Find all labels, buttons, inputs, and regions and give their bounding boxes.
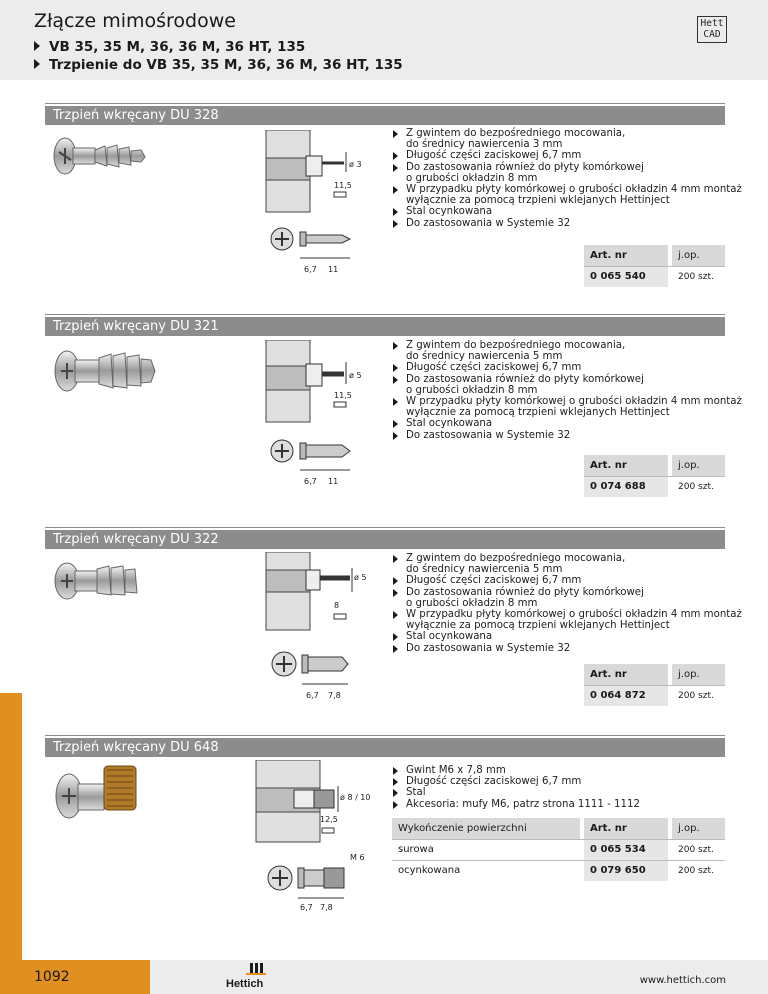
feature-item: Stal ocynkowana — [392, 206, 742, 217]
feature-item: Stal — [392, 787, 640, 798]
feature-list — [392, 340, 742, 441]
screw-photo — [45, 557, 165, 607]
drawing-label: 12,5 — [320, 815, 338, 824]
hettich-logo — [226, 963, 270, 989]
drawing-label: ø 8 / 10 — [340, 793, 371, 802]
section-title: Trzpień wkręcany DU 648 — [45, 738, 725, 757]
feature-item: W przypadku płyty komórkowej o grubości okładzin 4 mm montaż — [392, 184, 742, 195]
article-number[interactable]: 0 064 872 — [584, 685, 668, 706]
drawing-label: M 6 — [350, 853, 365, 862]
column-header: j.op. — [672, 818, 725, 839]
feature-item: Długość części zaciskowej 6,7 mm — [392, 776, 640, 787]
unit-qty: 200 szt. — [672, 266, 725, 287]
drawing-label: 6,7 — [304, 265, 317, 274]
triangle-bullet-icon — [34, 59, 40, 69]
svg-text:Hettich: Hettich — [226, 978, 264, 989]
finish-cell: surowa — [392, 839, 580, 860]
drawing-label: 11 — [328, 265, 339, 274]
feature-item: Długość części zaciskowej 6,7 mm — [392, 150, 742, 161]
finish-cell: ocynkowana — [392, 860, 580, 881]
feature-list — [392, 128, 742, 229]
feature-item: Z gwintem do bezpośredniego mocowania, — [392, 340, 742, 351]
unit-qty: 200 szt. — [672, 685, 725, 706]
column-header: Art. nr — [584, 245, 668, 266]
section-title: Trzpień wkręcany DU 321 — [45, 317, 725, 336]
subtitle-link[interactable]: Trzpienie do VB 35, 35 M, 36, 36 M, 36 HT, 135 — [34, 57, 403, 73]
feature-item: Długość części zaciskowej 6,7 mm — [392, 362, 742, 373]
feature-continuation: wyłącznie za pomocą trzpieni wklejanych Hettinject — [406, 407, 670, 419]
hettcad-badge[interactable]: Hett CAD — [697, 16, 727, 43]
technical-drawing — [262, 340, 372, 488]
column-header: j.op. — [672, 664, 725, 685]
order-table — [584, 245, 725, 287]
drawing-label: 7,8 — [328, 691, 341, 700]
chapter-tab — [0, 693, 22, 960]
feature-continuation: wyłącznie za pomocą trzpieni wklejanych Hettinject — [406, 195, 670, 207]
feature-item: Stal ocynkowana — [392, 631, 742, 642]
feature-continuation: o grubości okładzin 8 mm — [406, 384, 538, 396]
drawing-label: 6,7 — [300, 903, 313, 912]
feature-item: Akcesoria: mufy M6, patrz strona 1111 - 1112 — [392, 799, 640, 810]
feature-continuation: o grubości okładzin 8 mm — [406, 597, 538, 609]
feature-item: W przypadku płyty komórkowej o grubości okładzin 4 mm montaż — [392, 396, 742, 407]
screw-photo — [45, 346, 165, 396]
feature-list — [392, 765, 640, 810]
feature-continuation: o grubości okładzin 8 mm — [406, 172, 538, 184]
column-header: j.op. — [672, 455, 725, 476]
column-header: Art. nr — [584, 455, 668, 476]
column-header: Art. nr — [584, 818, 668, 839]
technical-drawing — [262, 130, 372, 278]
feature-item: Do zastosowania w Systemie 32 — [392, 643, 742, 654]
feature-continuation: wyłącznie za pomocą trzpieni wklejanych Hettinject — [406, 620, 670, 632]
drawing-label: 8 — [334, 601, 340, 610]
feature-continuation: do średnicy nawiercenia 3 mm — [406, 139, 563, 151]
article-number[interactable]: 0 074 688 — [584, 476, 668, 497]
feature-item: Do zastosowania również do płyty komórkowej — [392, 162, 742, 173]
order-table — [584, 664, 725, 706]
drawing-label: 6,7 — [306, 691, 319, 700]
feature-item: Do zastosowania również do płyty komórkowej — [392, 374, 742, 385]
unit-qty: 200 szt. — [672, 860, 725, 881]
screw-photo — [45, 758, 165, 828]
unit-qty: 200 szt. — [672, 476, 725, 497]
column-header: j.op. — [672, 245, 725, 266]
technical-drawing — [252, 760, 372, 912]
page-number-box — [0, 960, 150, 994]
column-header: Wykończenie powierzchni — [392, 818, 580, 839]
drawing-label: 6,7 — [304, 477, 317, 486]
page-title: Złącze mimośrodowe — [34, 10, 236, 32]
drawing-label: ø 3 — [349, 160, 362, 169]
feature-continuation: do średnicy nawiercenia 5 mm — [406, 351, 563, 363]
section-title: Trzpień wkręcany DU 328 — [45, 106, 725, 125]
feature-item: Z gwintem do bezpośredniego mocowania, — [392, 553, 742, 564]
drawing-label: 11,5 — [334, 181, 352, 190]
feature-continuation: do średnicy nawiercenia 5 mm — [406, 564, 563, 576]
feature-item: Gwint M6 x 7,8 mm — [392, 765, 640, 776]
order-table — [584, 455, 725, 497]
triangle-bullet-icon — [34, 41, 40, 51]
drawing-label: 11,5 — [334, 391, 352, 400]
order-table — [392, 818, 725, 881]
subtitle-link[interactable]: VB 35, 35 M, 36, 36 M, 36 HT, 135 — [34, 39, 305, 55]
feature-item: Z gwintem do bezpośredniego mocowania, — [392, 128, 742, 139]
article-number[interactable]: 0 065 540 — [584, 266, 668, 287]
website-link[interactable]: www.hettich.com — [639, 975, 726, 986]
feature-item: Stal ocynkowana — [392, 418, 742, 429]
technical-drawing — [262, 552, 372, 700]
section-title: Trzpień wkręcany DU 322 — [45, 530, 725, 549]
drawing-label: 7,8 — [320, 903, 333, 912]
unit-qty: 200 szt. — [672, 839, 725, 860]
feature-item: Do zastosowania również do płyty komórkowej — [392, 587, 742, 598]
article-number[interactable]: 0 065 534 — [584, 839, 668, 860]
screw-photo — [45, 134, 165, 184]
feature-item: W przypadku płyty komórkowej o grubości okładzin 4 mm montaż — [392, 609, 742, 620]
column-header: Art. nr — [584, 664, 668, 685]
feature-item: Do zastosowania w Systemie 32 — [392, 430, 742, 441]
feature-item: Do zastosowania w Systemie 32 — [392, 218, 742, 229]
feature-list — [392, 553, 742, 654]
feature-item: Długość części zaciskowej 6,7 mm — [392, 575, 742, 586]
page-number: 1092 — [34, 969, 70, 985]
drawing-label: 11 — [328, 477, 339, 486]
drawing-label: ø 5 — [354, 573, 367, 582]
article-number[interactable]: 0 079 650 — [584, 860, 668, 881]
drawing-label: ø 5 — [349, 371, 362, 380]
